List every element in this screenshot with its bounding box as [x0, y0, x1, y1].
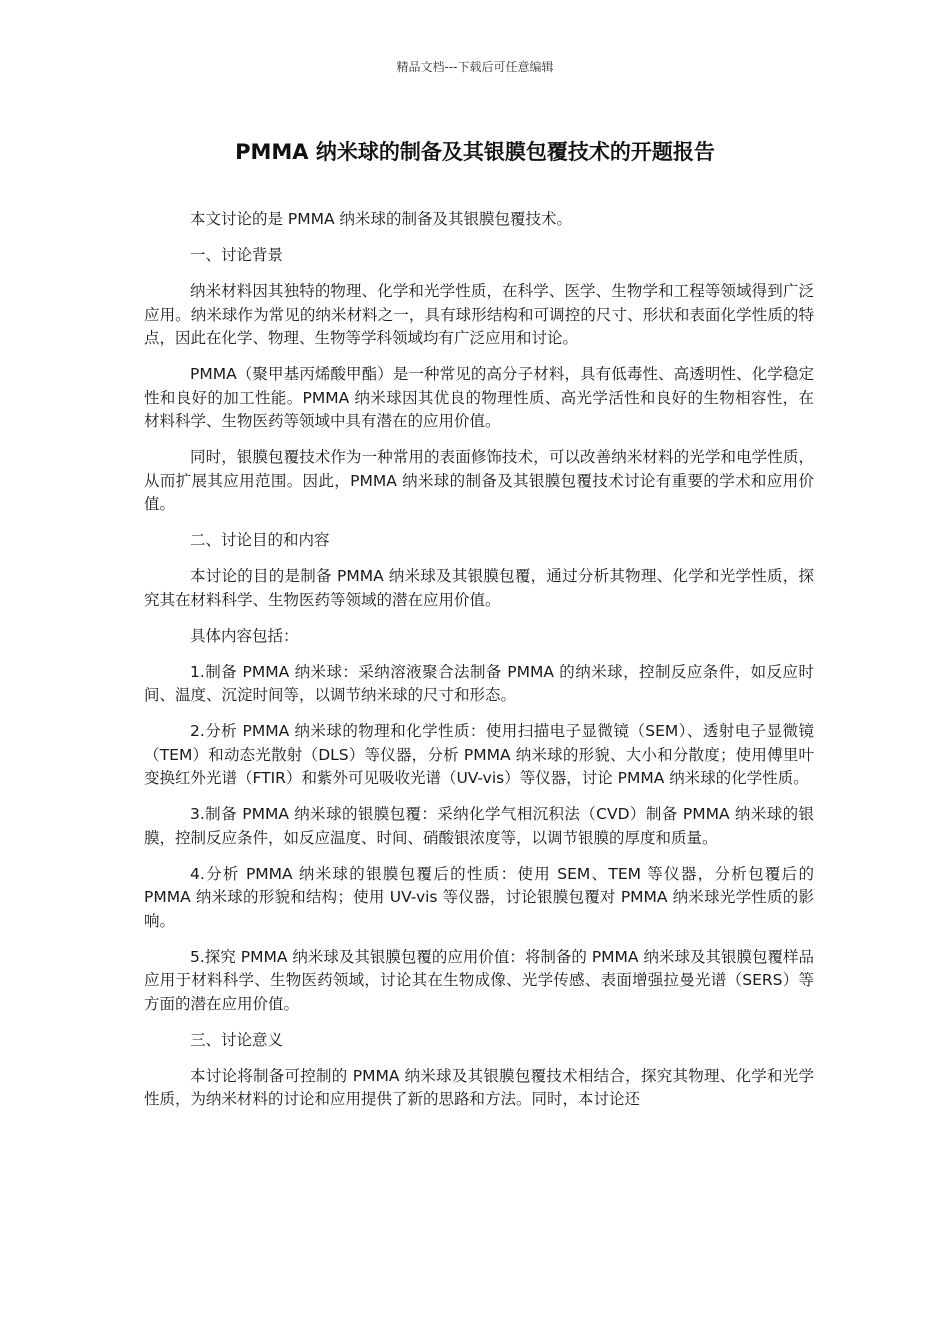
- body-paragraph: PMMA（聚甲基丙烯酸甲酯）是一种常见的高分子材料，具有低毒性、高透明性、化学稳定性和良好的加工性能。PMMA 纳米球因其优良的物理性质、高光学活性和良好的生物相容性，在材料科学、生物医药等领域中具有潜在的应用价值。: [144, 365, 814, 430]
- intro-paragraph: 本文讨论的是 PMMA 纳米球的制备及其银膜包覆技术。: [190, 210, 573, 228]
- body-paragraph: 本讨论将制备可控制的 PMMA 纳米球及其银膜包覆技术相结合，探究其物理、化学和光学性质，为纳米材料的讨论和应用提供了新的思路和方法。同时，本讨论还: [144, 1066, 814, 1108]
- page-header-note: 精品文档---下载后可任意编辑: [396, 60, 554, 74]
- body-paragraph: 本讨论的目的是制备 PMMA 纳米球及其银膜包覆，通过分析其物理、化学和光学性质，探究其在材料科学、生物医药等领域的潜在应用价值。: [144, 567, 814, 609]
- document-body: [144, 208, 814, 1124]
- body-paragraph: 具体内容包括：: [190, 626, 299, 645]
- document-title: PMMA 纳米球的制备及其银膜包覆技术的开题报告: [235, 140, 715, 164]
- body-paragraph: 同时，银膜包覆技术作为一种常用的表面修饰技术，可以改善纳米材料的光学和电学性质，从而扩展其应用范围。因此，PMMA 纳米球的制备及其银膜包覆技术讨论有重要的学术和应用价值。: [144, 448, 814, 513]
- section-heading-purpose: 二、讨论目的和内容: [190, 531, 330, 549]
- section-heading-significance: 三、讨论意义: [190, 1030, 284, 1049]
- list-item: 1.制备 PMMA 纳米球：采纳溶液聚合法制备 PMMA 的纳米球，控制反应条件，如反应时间、温度、沉淀时间等，以调节纳米球的尺寸和形态。: [144, 662, 814, 704]
- list-item: 3.制备 PMMA 纳米球的银膜包覆：采纳化学气相沉积法（CVD）制备 PMMA 纳米球的银膜，控制反应条件，如反应温度、时间、硝酸银浓度等，以调节银膜的厚度和质量。: [144, 805, 814, 847]
- body-paragraph: 纳米材料因其独特的物理、化学和光学性质，在科学、医学、生物学和工程等领域得到广泛应用。纳米球作为常见的纳米材料之一，具有球形结构和可调控的尺寸、形状和表面化学性质的特点，因此在化学、物理、生物等学科领域均有广泛应用和讨论。: [144, 282, 814, 347]
- list-item: 2.分析 PMMA 纳米球的物理和化学性质：使用扫描电子显微镜（SEM）、透射电子显微镜（TEM）和动态光散射（DLS）等仪器，分析 PMMA 纳米球的形貌、大小和分散度；使用傅里叶变换红外光谱（FTIR）和紫外可见吸收光谱（UV-vis）等仪器，讨论 PMMA 纳米球的化学性质。: [144, 722, 814, 787]
- section-heading-background: 一、讨论背景: [190, 246, 284, 264]
- list-item: 4.分析 PMMA 纳米球的银膜包覆后的性质：使用 SEM、TEM 等仪器，分析包覆后的 PMMA 纳米球的形貌和结构；使用 UV-vis 等仪器，讨论银膜包覆对 PMMA 纳米球光学性质的影响。: [144, 864, 814, 930]
- list-item: 5.探究 PMMA 纳米球及其银膜包覆的应用价值：将制备的 PMMA 纳米球及其银膜包覆样品应用于材料科学、生物医药领域，讨论其在生物成像、光学传感、表面增强拉曼光谱（SERS）等方面的潜在应用价值。: [144, 947, 814, 1013]
